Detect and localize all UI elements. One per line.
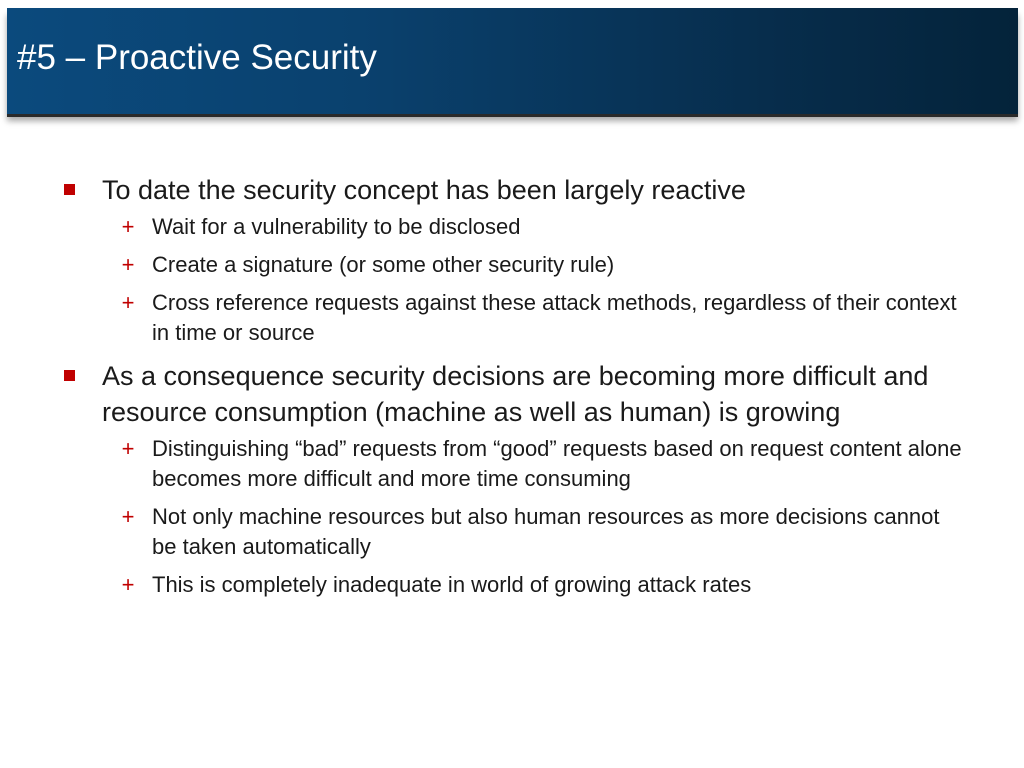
sub-bullet-text: Wait for a vulnerability to be disclosed bbox=[152, 214, 521, 239]
square-bullet-icon bbox=[64, 184, 75, 195]
sub-bullet-item bbox=[60, 212, 970, 242]
sub-bullet-text: Cross reference requests against these attack methods, regardless of their context in time or source bbox=[152, 290, 957, 345]
bullet-group-1 bbox=[60, 172, 970, 348]
sub-bullet-text: This is completely inadequate in world of growing attack rates bbox=[152, 572, 752, 597]
sub-bullet-item bbox=[60, 250, 970, 280]
sub-bullet-item bbox=[60, 502, 970, 562]
plus-bullet-icon: + bbox=[121, 504, 135, 529]
plus-bullet-icon: + bbox=[121, 572, 135, 597]
bullet-group-2 bbox=[60, 358, 970, 600]
sub-bullet-item bbox=[60, 434, 970, 494]
sub-bullet-text: Distinguishing “bad” requests from “good” requests based on request content alone becomes more difficult and more time consuming bbox=[152, 436, 962, 491]
plus-bullet-icon: + bbox=[121, 290, 135, 315]
title-bar bbox=[7, 8, 1018, 114]
sub-bullet-list bbox=[60, 212, 970, 348]
slide-title: #5 – Proactive Security bbox=[17, 38, 377, 77]
sub-bullet-item bbox=[60, 288, 970, 348]
sub-bullet-text: Not only machine resources but also human resources as more decisions cannot be taken automatically bbox=[152, 504, 940, 559]
sub-bullet-list bbox=[60, 434, 970, 600]
slide-content bbox=[60, 172, 970, 608]
bullet-text: As a consequence security decisions are becoming more difficult and resource consumption (machine as well as human) is growing bbox=[102, 361, 929, 427]
sub-bullet-item bbox=[60, 570, 970, 600]
plus-bullet-icon: + bbox=[121, 436, 135, 461]
square-bullet-icon bbox=[64, 370, 75, 381]
plus-bullet-icon: + bbox=[121, 252, 135, 277]
bullet-item bbox=[60, 358, 970, 430]
bullet-item bbox=[60, 172, 970, 208]
bullet-text: To date the security concept has been largely reactive bbox=[102, 175, 746, 205]
plus-bullet-icon: + bbox=[121, 214, 135, 239]
sub-bullet-text: Create a signature (or some other security rule) bbox=[152, 252, 615, 277]
